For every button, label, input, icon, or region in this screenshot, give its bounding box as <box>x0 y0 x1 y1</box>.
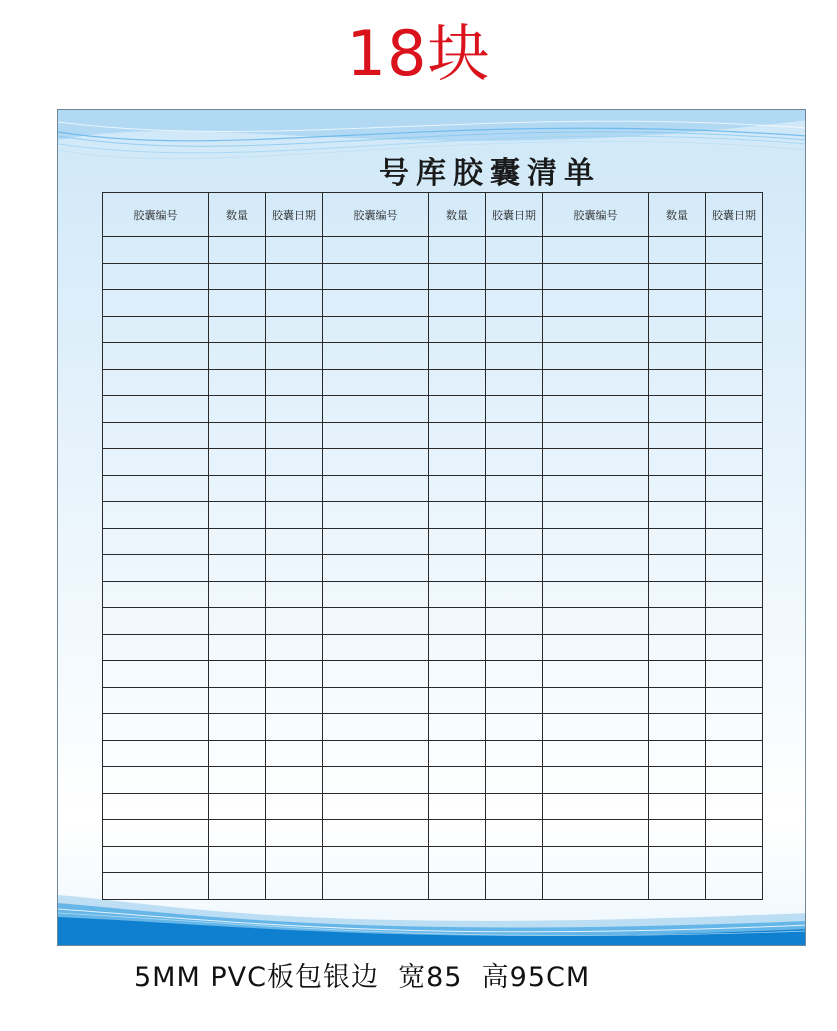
table-cell <box>486 661 543 688</box>
table-cell <box>486 449 543 476</box>
table-cell <box>323 687 429 714</box>
table-cell <box>706 714 763 741</box>
table-cell <box>266 475 323 502</box>
table-cell <box>706 634 763 661</box>
table-cell <box>209 581 266 608</box>
table-cell <box>266 396 323 423</box>
table-cell <box>266 422 323 449</box>
table-cell <box>429 846 486 873</box>
column-header-capsule-number: 胶囊编号 <box>323 193 429 237</box>
table-cell <box>649 316 706 343</box>
table-cell <box>209 740 266 767</box>
table-cell <box>486 873 543 900</box>
table-row <box>103 767 763 794</box>
table-cell <box>209 316 266 343</box>
table-cell <box>649 714 706 741</box>
table-body <box>103 237 763 900</box>
table-cell <box>649 237 706 264</box>
table-cell <box>103 237 209 264</box>
table-cell <box>706 608 763 635</box>
table-row <box>103 369 763 396</box>
table-cell <box>706 846 763 873</box>
table-cell <box>266 820 323 847</box>
table-cell <box>649 396 706 423</box>
table-cell <box>543 422 649 449</box>
table-cell <box>266 714 323 741</box>
table-cell <box>323 422 429 449</box>
table-cell <box>429 290 486 317</box>
table-cell <box>649 263 706 290</box>
table-cell <box>266 343 323 370</box>
table-cell <box>429 449 486 476</box>
table-cell <box>486 740 543 767</box>
column-header-capsule-date: 胶囊日期 <box>486 193 543 237</box>
table-cell <box>486 820 543 847</box>
table-cell <box>266 793 323 820</box>
table-cell <box>323 449 429 476</box>
table-row <box>103 687 763 714</box>
table-row <box>103 449 763 476</box>
table-cell <box>706 528 763 555</box>
table-cell <box>209 634 266 661</box>
table-cell <box>266 846 323 873</box>
table-cell <box>266 687 323 714</box>
table-cell <box>649 634 706 661</box>
table-cell <box>103 528 209 555</box>
table-row <box>103 581 763 608</box>
table-cell <box>543 475 649 502</box>
table-cell <box>209 290 266 317</box>
table-cell <box>486 475 543 502</box>
table-cell <box>266 449 323 476</box>
capsule-list-board <box>57 109 806 946</box>
table-cell <box>706 581 763 608</box>
table-row <box>103 290 763 317</box>
table-cell <box>103 714 209 741</box>
table-cell <box>323 263 429 290</box>
table-cell <box>323 793 429 820</box>
table-cell <box>323 290 429 317</box>
table-cell <box>649 873 706 900</box>
table-cell <box>103 793 209 820</box>
table-cell <box>649 793 706 820</box>
table-cell <box>649 290 706 317</box>
table-cell <box>649 449 706 476</box>
table-cell <box>103 263 209 290</box>
table-cell <box>209 767 266 794</box>
table-cell <box>103 820 209 847</box>
table-cell <box>543 873 649 900</box>
table-cell <box>649 422 706 449</box>
table-cell <box>543 316 649 343</box>
table-cell <box>543 820 649 847</box>
table-cell <box>103 634 209 661</box>
table-cell <box>429 820 486 847</box>
table-cell <box>103 687 209 714</box>
table-cell <box>706 661 763 688</box>
table-cell <box>266 237 323 264</box>
table-cell <box>543 237 649 264</box>
table-cell <box>543 740 649 767</box>
table-cell <box>266 581 323 608</box>
table-cell <box>429 502 486 529</box>
table-cell <box>103 449 209 476</box>
table-cell <box>209 343 266 370</box>
table-cell <box>209 846 266 873</box>
table-cell <box>543 555 649 582</box>
table-cell <box>429 555 486 582</box>
column-header-quantity: 数量 <box>429 193 486 237</box>
table-cell <box>103 740 209 767</box>
table-cell <box>209 475 266 502</box>
table-cell <box>486 396 543 423</box>
table-cell <box>706 687 763 714</box>
table-cell <box>209 502 266 529</box>
table-cell <box>706 449 763 476</box>
table-cell <box>266 608 323 635</box>
table-cell <box>543 528 649 555</box>
table-cell <box>103 343 209 370</box>
table-cell <box>103 581 209 608</box>
table-cell <box>706 396 763 423</box>
table-cell <box>649 661 706 688</box>
table-cell <box>209 555 266 582</box>
table-cell <box>429 767 486 794</box>
table-cell <box>103 873 209 900</box>
table-cell <box>486 634 543 661</box>
table-cell <box>323 343 429 370</box>
table-cell <box>706 290 763 317</box>
table-cell <box>543 767 649 794</box>
table-cell <box>706 316 763 343</box>
bottom-wave-decoration <box>58 895 806 945</box>
table-cell <box>486 687 543 714</box>
table-cell <box>543 634 649 661</box>
column-header-capsule-date: 胶囊日期 <box>266 193 323 237</box>
table-cell <box>486 422 543 449</box>
table-cell <box>706 422 763 449</box>
table-cell <box>429 316 486 343</box>
table-cell <box>486 369 543 396</box>
table-cell <box>486 608 543 635</box>
table-cell <box>103 846 209 873</box>
table-cell <box>323 475 429 502</box>
table-cell <box>323 767 429 794</box>
table-cell <box>103 555 209 582</box>
table-cell <box>486 263 543 290</box>
table-cell <box>103 502 209 529</box>
table-cell <box>706 237 763 264</box>
table-cell <box>429 793 486 820</box>
table-row <box>103 502 763 529</box>
table-row <box>103 528 763 555</box>
table-cell <box>209 820 266 847</box>
table-row <box>103 793 763 820</box>
table-cell <box>266 634 323 661</box>
table-cell <box>486 528 543 555</box>
table-cell <box>649 369 706 396</box>
table-cell <box>706 502 763 529</box>
table-cell <box>543 714 649 741</box>
table-row <box>103 237 763 264</box>
table-cell <box>323 528 429 555</box>
table-cell <box>103 316 209 343</box>
table-cell <box>649 502 706 529</box>
table-header-row <box>103 193 763 237</box>
table-cell <box>543 502 649 529</box>
table-cell <box>429 396 486 423</box>
table-cell <box>323 396 429 423</box>
table-cell <box>486 237 543 264</box>
table-cell <box>323 846 429 873</box>
table-cell <box>649 767 706 794</box>
table-cell <box>486 581 543 608</box>
table-cell <box>323 581 429 608</box>
table-cell <box>266 263 323 290</box>
table-cell <box>543 396 649 423</box>
table-cell <box>209 449 266 476</box>
table-cell <box>706 369 763 396</box>
table-row <box>103 396 763 423</box>
table-cell <box>323 634 429 661</box>
column-header-capsule-date: 胶囊日期 <box>706 193 763 237</box>
table-row <box>103 343 763 370</box>
table-cell <box>209 369 266 396</box>
table-cell <box>429 475 486 502</box>
table-cell <box>543 661 649 688</box>
table-row <box>103 846 763 873</box>
table-cell <box>649 820 706 847</box>
board-title: 号库胶囊清单 <box>379 156 601 191</box>
table-cell <box>103 396 209 423</box>
table-cell <box>706 740 763 767</box>
table-row <box>103 873 763 900</box>
table-row <box>103 608 763 635</box>
table-cell <box>429 422 486 449</box>
table-cell <box>266 502 323 529</box>
table-cell <box>429 369 486 396</box>
table-cell <box>323 873 429 900</box>
table-cell <box>706 555 763 582</box>
table-cell <box>543 290 649 317</box>
capsule-list-table <box>102 192 763 900</box>
table-cell <box>486 343 543 370</box>
table-cell <box>209 422 266 449</box>
column-header-capsule-number: 胶囊编号 <box>103 193 209 237</box>
table-row <box>103 263 763 290</box>
table-cell <box>543 369 649 396</box>
table-row <box>103 820 763 847</box>
table-cell <box>543 263 649 290</box>
table-cell <box>706 873 763 900</box>
table-cell <box>706 475 763 502</box>
table-cell <box>266 661 323 688</box>
table-cell <box>486 502 543 529</box>
table-cell <box>209 263 266 290</box>
table-cell <box>209 237 266 264</box>
table-cell <box>323 661 429 688</box>
table-cell <box>486 767 543 794</box>
table-row <box>103 714 763 741</box>
spec-label: 5MM PVC板包银边 宽85 高95CM <box>134 962 591 993</box>
table-cell <box>649 555 706 582</box>
table-cell <box>266 316 323 343</box>
table-cell <box>429 528 486 555</box>
table-cell <box>266 528 323 555</box>
table-cell <box>429 661 486 688</box>
table-cell <box>323 555 429 582</box>
table-row <box>103 475 763 502</box>
table-row <box>103 555 763 582</box>
table-cell <box>323 316 429 343</box>
table-cell <box>649 343 706 370</box>
table-row <box>103 316 763 343</box>
table-cell <box>266 740 323 767</box>
table-row <box>103 661 763 688</box>
table-cell <box>323 714 429 741</box>
table-cell <box>706 793 763 820</box>
table-cell <box>266 369 323 396</box>
table-cell <box>209 396 266 423</box>
table-cell <box>543 449 649 476</box>
table-cell <box>649 528 706 555</box>
table-cell <box>486 555 543 582</box>
table-cell <box>429 263 486 290</box>
table-cell <box>429 687 486 714</box>
table-cell <box>103 475 209 502</box>
table-cell <box>543 608 649 635</box>
table-cell <box>103 661 209 688</box>
column-header-capsule-number: 胶囊编号 <box>543 193 649 237</box>
table-cell <box>323 502 429 529</box>
table-cell <box>649 687 706 714</box>
table-cell <box>543 343 649 370</box>
table-cell <box>649 740 706 767</box>
table-row <box>103 740 763 767</box>
table-cell <box>103 422 209 449</box>
table-cell <box>486 793 543 820</box>
table-cell <box>486 290 543 317</box>
table-cell <box>266 555 323 582</box>
table-cell <box>209 873 266 900</box>
table-cell <box>429 237 486 264</box>
table-cell <box>543 581 649 608</box>
table-cell <box>209 661 266 688</box>
table-cell <box>649 846 706 873</box>
table-cell <box>543 793 649 820</box>
table-cell <box>323 820 429 847</box>
column-header-quantity: 数量 <box>649 193 706 237</box>
table-cell <box>209 687 266 714</box>
table-cell <box>706 263 763 290</box>
table-cell <box>103 608 209 635</box>
table-cell <box>429 634 486 661</box>
table-cell <box>706 767 763 794</box>
table-cell <box>649 608 706 635</box>
table-cell <box>266 873 323 900</box>
table-cell <box>543 846 649 873</box>
table-cell <box>429 714 486 741</box>
table-cell <box>706 820 763 847</box>
table-cell <box>323 608 429 635</box>
table-cell <box>103 290 209 317</box>
table-cell <box>486 316 543 343</box>
table-cell <box>323 237 429 264</box>
table-cell <box>486 846 543 873</box>
table-cell <box>323 740 429 767</box>
table-cell <box>486 714 543 741</box>
table-row <box>103 634 763 661</box>
table-cell <box>209 714 266 741</box>
table-cell <box>649 475 706 502</box>
table-cell <box>209 528 266 555</box>
column-header-quantity: 数量 <box>209 193 266 237</box>
table-cell <box>266 290 323 317</box>
table-cell <box>429 581 486 608</box>
table-cell <box>429 740 486 767</box>
table-cell <box>209 793 266 820</box>
table-cell <box>429 873 486 900</box>
table-cell <box>429 608 486 635</box>
table-cell <box>266 767 323 794</box>
table-cell <box>323 369 429 396</box>
table-cell <box>103 369 209 396</box>
table-cell <box>706 343 763 370</box>
table-row <box>103 422 763 449</box>
table-cell <box>543 687 649 714</box>
table-cell <box>429 343 486 370</box>
table-cell <box>209 608 266 635</box>
table-cell <box>103 767 209 794</box>
table-cell <box>649 581 706 608</box>
board-count-label: 18块 <box>346 17 491 90</box>
